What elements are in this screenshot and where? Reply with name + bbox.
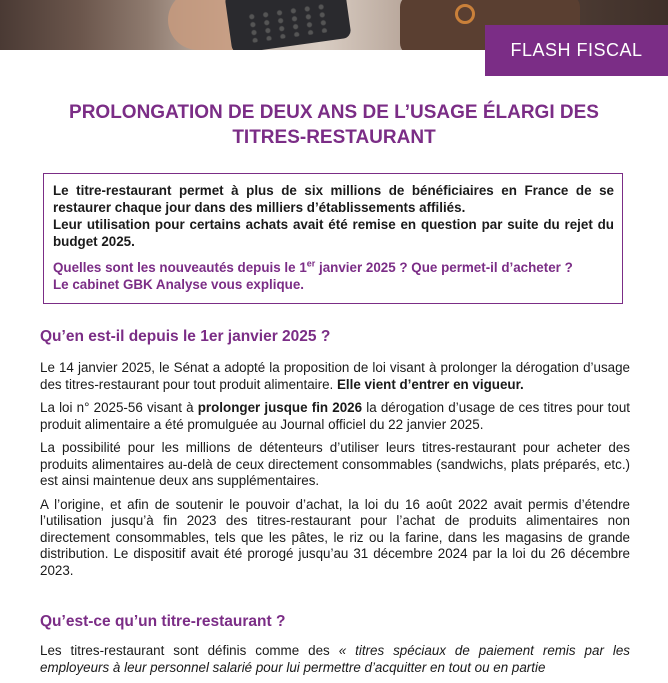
intro-box [43,173,623,304]
paragraph-text: la dérogation d’usage de ces titres pour tout produit alimentaire a été promulguée au Journal officiel du 22 janvier 2025. [40,400,630,432]
intro-cabinet-line: Le cabinet GBK Analyse vous explique. [53,277,305,292]
intro-paragraph-2: Leur utilisation pour certains achats avait été remise en question par suite du rejet du budget 2025. [53,217,614,249]
intro-question-end: janvier 2025 ? Que permet-il d’acheter ? [315,260,573,275]
paragraph-bold: Elle vient d’entrer en vigueur. [336,376,524,392]
paragraph [40,360,630,393]
paragraph-text: La loi n° 2025-56 visant à [40,400,198,415]
page-title: PROLONGATION DE DEUX ANS DE L’USAGE ÉLARGI DES TITRES-RESTAURANT [69,102,599,148]
section-1-body [40,360,630,586]
intro-paragraph-1: Le titre-restaurant permet à plus de six millions de bénéficiaires en France de se restaurer chaque jour dans des milliers d’établissements affiliés. [53,183,614,215]
paragraph-text: Les titres-restaurant sont définis comme des [40,643,339,658]
paragraph [40,400,630,433]
intro-question [53,259,614,293]
paragraph-text: Le 14 janvier 2025, le Sénat a adopté la proposition de loi visant à prolonger la dérogation d’usage des titres-restaurant pour tout produit alimentaire. [40,360,630,392]
paragraph-italic: « titres spéciaux de paiement remis par les employeurs à leur personnel salarié pour lui permettre d’acquitter en tout ou en partie [40,643,631,675]
apron-ring [455,4,475,24]
section-2-body [40,643,630,683]
paragraph-bold: prolonger jusque fin 2026 [197,400,363,415]
paragraph [40,643,630,676]
ordinal-sup: er [306,258,316,269]
paragraph: La possibilité pour les millions de détenteurs d’utiliser leurs titres-restaurant pour acheter des produits alimentaires au-delà de ceux directement consommables (sandwichs, plats préparés, etc.) est ainsi maintenue deux ans supplémentaires. [40,440,630,488]
intro-question-start: Quelles sont les nouveautés depuis le 1 [53,260,307,275]
paragraph: A l’origine, et afin de soutenir le pouvoir d’achat, la loi du 16 août 2022 avait permis d’étendre l’utilisation jusqu’à fin 2023 des titres-restaurant pour l’achat de produits alimentaires non directement consommables, tels que les pâtes, le riz ou la farine, dans les magasins de grande distribution. Le dispositif avait été prorogé jusqu’au 31 décembre 2024 par la loi du 26 décembre 2023. [40,496,630,578]
section-heading-2: Qu’est-ce qu’un titre-restaurant ? [40,613,286,630]
flash-fiscal-badge: FLASH FISCAL [485,25,668,76]
section-heading-1: Qu’en est-il depuis le 1er janvier 2025 ? [40,328,331,345]
